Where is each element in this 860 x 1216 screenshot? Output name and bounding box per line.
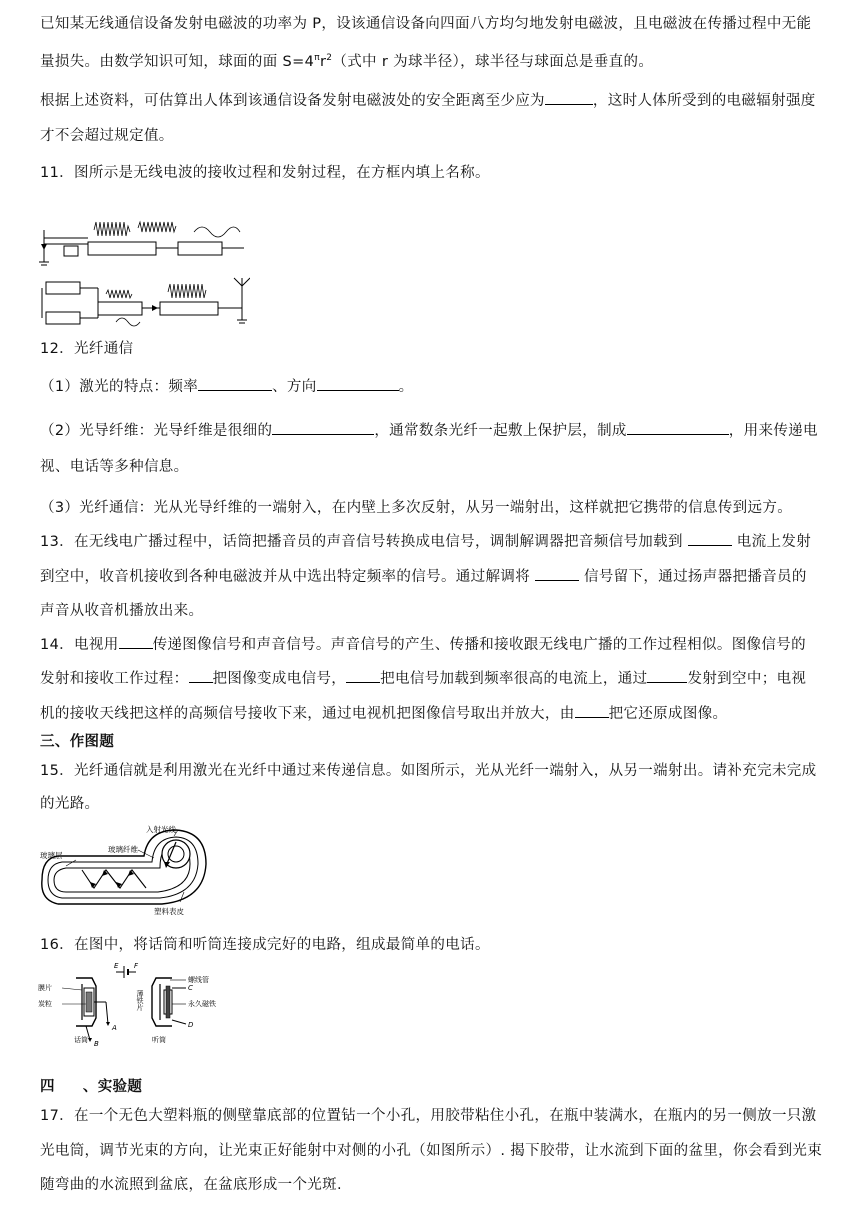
section-heading-4 <box>40 1075 820 1096</box>
answer-blank[interactable] <box>272 420 374 435</box>
answer-blank[interactable] <box>346 668 380 683</box>
label-microphone: 话筒 <box>74 1036 88 1044</box>
q17-line3: 随弯曲的水流照到盆底，在盆底形成一个光斑. <box>40 1177 342 1193</box>
label-incident-ray: 入射光线 <box>146 825 176 834</box>
q13-line2 <box>40 565 820 586</box>
q16-text: 16．在图中，将话筒和听筒连接成完好的电路，组成最简单的电话。 <box>40 937 490 953</box>
radio-wave-diagram <box>38 216 250 328</box>
q12-p2-cont: 视、电话等多种信息。 <box>40 459 189 475</box>
answer-blank[interactable] <box>688 531 732 546</box>
q13-line1 <box>40 530 820 551</box>
answer-blank[interactable] <box>647 668 687 683</box>
q12-p1 <box>40 375 820 396</box>
answer-blank[interactable] <box>317 376 399 391</box>
q14-c: 发射和接收工作过程： <box>40 671 189 687</box>
label-plastic-jacket: 塑料表皮 <box>154 907 184 916</box>
q10-line2-b: （式中 r 为球半径），球半径与球面总是垂直的。 <box>332 54 654 70</box>
q12-p2 <box>40 419 820 440</box>
q12-p1-a: （1）激光的特点：频率 <box>40 379 199 395</box>
label-A: A <box>112 1024 117 1032</box>
section-heading-3: 三、作图题 <box>40 734 115 750</box>
section-4-title: 、实验题 <box>82 1079 143 1095</box>
q13-c: 到空中，收音机接收到各种电磁波并从中选出特定频率的信号。通过解调将 <box>40 569 531 585</box>
telephone-circuit-diagram <box>36 960 216 1050</box>
label-iron-sheet: 薄铁片 <box>136 990 144 1011</box>
q14-b: 传递图像信号和声音信号。声音信号的产生、传播和接收跟无线电广播的工作过程相似。图像信号的 <box>152 637 806 653</box>
q14-line1 <box>40 633 820 654</box>
q14-line2 <box>40 667 820 688</box>
q13-d: 信号留下，通过扬声器把播音员的 <box>583 569 807 585</box>
q12-p3: （3）光纤通信：光从光导纤维的一端射入，在内壁上多次反射，从另一端射出，这样就把它携带的信息传到远方。 <box>40 500 793 516</box>
q14-line3 <box>40 702 820 723</box>
q14-h: 把它还原成图像。 <box>608 706 728 722</box>
label-C: C <box>188 984 193 992</box>
q14-g: 机的接收天线把这样的高频信号接收下来，通过电视机把图像信号取出并放大，由 <box>40 706 575 722</box>
q10-line4: 才不会超过规定值。 <box>40 128 174 144</box>
label-coil: 螺线管 <box>188 976 209 984</box>
q12-p2-a: （2）光导纤维：光导纤维是很细的 <box>40 423 273 439</box>
answer-blank[interactable] <box>119 634 153 649</box>
label-glass-fiber: 玻璃纤维 <box>108 845 138 854</box>
q14-a: 14．电视用 <box>40 637 119 653</box>
q10-line2-a: 量损失。由数学知识可知，球面的面 S=4 <box>40 54 315 70</box>
q12-title: 12．光纤通信 <box>40 341 134 357</box>
q10-line3-a: 根据上述资料，可估算出人体到该通信设备发射电磁波处的安全距离至少应为 <box>40 93 545 109</box>
q12-p2-c: ，用来传递电 <box>728 423 818 439</box>
q13-line3: 声音从收音机播放出来。 <box>40 603 204 619</box>
answer-blank[interactable] <box>627 420 729 435</box>
q11-text: 11．图所示是无线电波的接收过程和发射过程，在方框内填上名称。 <box>40 165 490 181</box>
section-4-number: 四 <box>40 1079 55 1095</box>
q14-f: 发射到空中；电视 <box>687 671 807 687</box>
label-F: F <box>134 962 139 970</box>
q13-b: 电流上发射 <box>736 534 812 550</box>
answer-blank[interactable] <box>545 90 593 105</box>
label-carbon: 炭粒 <box>38 1000 52 1008</box>
q10-line3-b: ，这时人体所受到的电磁辐射强度 <box>592 93 816 109</box>
q10-sup: 2 <box>326 53 333 64</box>
q12-p2-b: ，通常数条光纤一起敷上保护层，制成 <box>374 423 627 439</box>
q10-r: r <box>319 54 327 70</box>
q12-p1-b: 、方向 <box>272 379 317 395</box>
q10-line1: 已知某无线通信设备发射电磁波的功率为 P，设该通信设备向四面八方均匀地发射电磁波，且电磁波在传播过程中无能 <box>40 16 812 32</box>
q13-a: 13．在无线电广播过程中，话筒把播音员的声音信号转换成电信号，调制解调器把音频信号加载到 <box>40 534 683 550</box>
q17-line1: 17．在一个无色大塑料瓶的侧壁靠底部的位置钻一个小孔，用胶带粘住小孔，在瓶中装满水，在瓶内的另一侧放一只激 <box>40 1108 817 1124</box>
q10-line3 <box>40 89 820 110</box>
label-D: D <box>188 1021 194 1029</box>
q12-p1-c: 。 <box>398 379 414 395</box>
optical-fiber-diagram <box>36 822 212 918</box>
q10-line2 <box>40 50 820 71</box>
label-E: E <box>114 962 119 970</box>
answer-blank[interactable] <box>575 703 609 718</box>
q10-pi: π <box>314 53 320 64</box>
label-glass-layer: 玻璃层 <box>40 851 63 860</box>
answer-blank[interactable] <box>198 376 272 391</box>
label-receiver: 听筒 <box>152 1036 166 1044</box>
label-B: B <box>94 1040 99 1048</box>
q17-line2: 光电筒，调节光束的方向，让光束正好能射中对侧的小孔（如图所示）. 揭下胶带，让水流到下面的盆里，你会看到光束 <box>40 1143 823 1159</box>
label-diaphragm: 膜片 <box>38 984 52 992</box>
q14-d: 把图像变成电信号， <box>212 671 347 687</box>
q15-line2: 的光路。 <box>40 796 100 812</box>
q15-line1: 15．光纤通信就是利用激光在光纤中通过来传递信息。如图所示，光从光纤一端射入，从另一端射出。请补充完未完成 <box>40 763 817 779</box>
label-magnet: 永久磁铁 <box>188 1000 216 1008</box>
q14-e: 把电信号加载到频率很高的电流上，通过 <box>380 671 648 687</box>
answer-blank[interactable] <box>535 566 579 581</box>
answer-blank[interactable] <box>189 668 213 683</box>
